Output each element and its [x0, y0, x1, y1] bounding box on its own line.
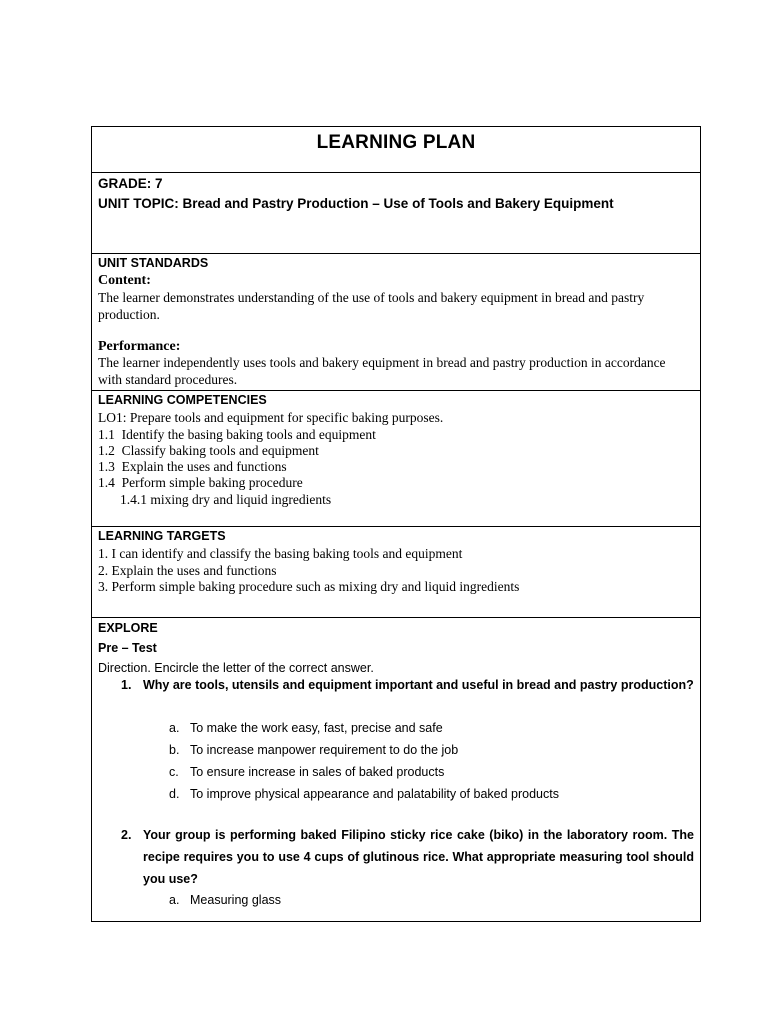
grade-cell — [92, 173, 701, 254]
pretest-heading: Pre – Test — [98, 641, 157, 655]
grade-label: GRADE: 7 — [98, 176, 163, 191]
targets-heading: LEARNING TARGETS — [98, 529, 226, 543]
option-text: To ensure increase in sales of baked products — [190, 765, 445, 779]
option-letter: d. — [169, 787, 180, 801]
competency-1-2: 1.2 Classify baking tools and equipment — [98, 443, 319, 458]
option-letter: c. — [169, 765, 179, 779]
standards-row — [92, 254, 701, 391]
content-text: The learner demonstrates understanding of the use of tools and bakery equipment in bread and pastry production. — [98, 290, 645, 322]
explore-heading: EXPLORE — [98, 621, 158, 635]
target-1: 1. I can identify and classify the basing baking tools and equipment — [98, 546, 463, 561]
question-1-option-c[interactable] — [169, 761, 444, 783]
learning-plan-table — [91, 126, 701, 922]
question-1-text: Why are tools, utensils and equipment important and useful in bread and pastry production? — [143, 678, 694, 692]
competencies-row — [92, 391, 701, 527]
question-2-text: Your group is performing baked Filipino sticky rice cake (biko) in the laboratory room. The recipe requires you to use 4 cups of glutinous rice. What appropriate measuring tool should you use? — [143, 828, 694, 886]
targets-cell — [92, 527, 701, 618]
competency-lo1: LO1: Prepare tools and equipment for specific baking purposes. — [98, 410, 444, 425]
competency-1-3: 1.3 Explain the uses and functions — [98, 459, 287, 474]
performance-text: The learner independently uses tools and bakery equipment in bread and pastry production in accordance with standard procedures. — [98, 355, 666, 387]
competencies-heading: LEARNING COMPETENCIES — [98, 393, 267, 407]
option-letter: a. — [169, 721, 180, 735]
standards-cell — [92, 254, 701, 391]
question-2-option-a[interactable] — [169, 889, 281, 911]
content-label: Content: — [98, 273, 151, 288]
grade-row — [92, 173, 701, 254]
title-cell — [92, 127, 701, 173]
explore-row — [92, 618, 701, 922]
competencies-cell — [92, 391, 701, 527]
question-1-option-a[interactable] — [169, 717, 443, 739]
targets-row — [92, 527, 701, 618]
option-letter: b. — [169, 743, 180, 757]
target-2: 2. Explain the uses and functions — [98, 563, 277, 578]
question-1-number: 1. — [121, 678, 132, 692]
unit-topic: UNIT TOPIC: Bread and Pastry Production – Use of Tools and Bakery Equipment — [98, 196, 614, 211]
document-title: LEARNING PLAN — [316, 132, 476, 153]
question-2-number: 2. — [121, 828, 132, 842]
performance-label: Performance: — [98, 339, 181, 354]
explore-cell — [92, 618, 701, 922]
competency-1-4-1: 1.4.1 mixing dry and liquid ingredients — [120, 492, 332, 507]
competency-1-4: 1.4 Perform simple baking procedure — [98, 475, 303, 490]
option-text: To make the work easy, fast, precise and safe — [190, 721, 443, 735]
option-text: Measuring glass — [190, 893, 282, 907]
option-text: To increase manpower requirement to do the job — [190, 743, 459, 757]
standards-heading: UNIT STANDARDS — [98, 256, 209, 270]
option-letter: a. — [169, 893, 180, 907]
title-row — [92, 127, 701, 173]
option-text: To improve physical appearance and palatability of baked products — [190, 787, 559, 801]
question-2 — [121, 824, 694, 890]
competency-1-1: 1.1 Identify the basing baking tools and equipment — [98, 427, 376, 442]
question-1-option-d[interactable] — [169, 783, 559, 805]
question-1 — [121, 674, 694, 696]
direction-text: Direction. Encircle the letter of the correct answer. — [98, 661, 374, 675]
target-3: 3. Perform simple baking procedure such as mixing dry and liquid ingredients — [98, 579, 520, 594]
question-1-option-b[interactable] — [169, 739, 458, 761]
